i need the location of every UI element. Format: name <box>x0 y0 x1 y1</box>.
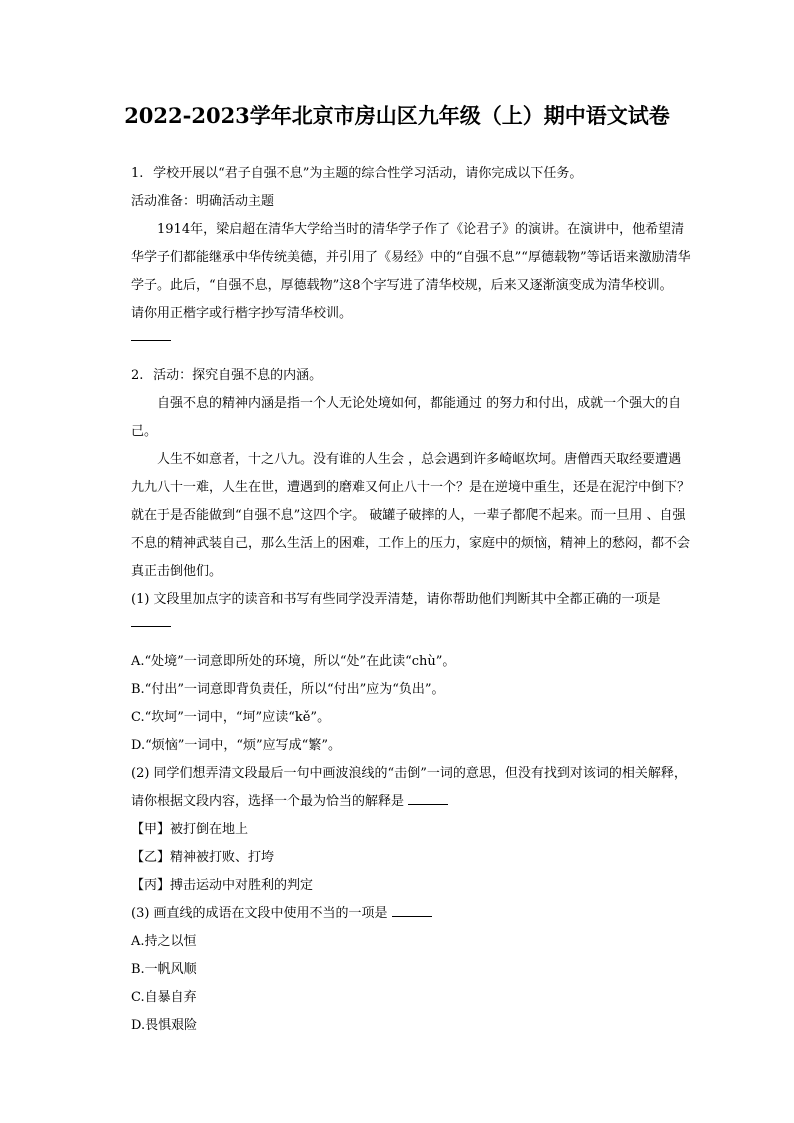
exam-content <box>131 160 691 1040</box>
option-item: 【甲】被打倒在地上 <box>131 822 249 837</box>
option-item: C.自暴自弃 <box>131 990 197 1005</box>
option-item: 【乙】精神被打败、打垮 <box>131 850 275 865</box>
answer-blank[interactable] <box>131 340 691 362</box>
option-item: 【丙】搏击运动中对胜利的判定 <box>131 878 314 893</box>
option-item: B.一帆风顺 <box>131 962 197 977</box>
question-number: 1. <box>131 166 144 181</box>
page-title: 2022-2023学年北京市房山区九年级（上）期中语文试卷 <box>124 103 670 128</box>
sub-question-3 <box>131 900 691 928</box>
passage-paragraph: 1914年，梁启超在清华大学给当时的清华学子作了《论君子》的演讲。在演讲中，他希望清华学子们都能继承中华传统美德，并引用了《易经》中的“自强不息”“厚德载物”等话语来激励清华学子。此后，“自强不息，厚德载物”这8个字写进了清华校规，后来又逐渐演变成为清华校训。 <box>131 222 691 293</box>
sub-question-text: (3) 画直线的成语在文段中使用不当的一项是 <box>131 906 388 921</box>
option-item: C.“坎坷”一词中，“坷”应读“kě”。 <box>131 710 331 725</box>
instruction-text: 请你用正楷字或行楷字抄写清华校训。 <box>131 306 353 321</box>
question-1 <box>131 160 691 188</box>
passage-paragraph: 自强不息的精神内涵是指一个人无论处境如何，都能通过 的努力和付出，成就一个强大的自己。 <box>131 396 682 439</box>
option-item: D.“烦恼”一词中，“烦”应写成“繁”。 <box>131 738 341 753</box>
option-item: B.“付出”一词意即背负责任，所以“付出”应为“负出”。 <box>131 682 445 697</box>
question-number: 2. <box>131 368 144 383</box>
passage-paragraph: 人生不如意者，十之八九。没有谁的人生会 ，总会遇到许多崎岖坎坷。唐僧西天取经要遭遇九九八十一难，人生在世，遭遇到的磨难又何止八十一个？是在逆境中重生，还是在泥泞中倒下？就在于是否能做到“自强不息”这四个字。 破罐子破摔的人，一辈子都爬不起来。而一旦用 、自强不息的精神武装自己，那么生活上的困难，工作上的压力，家庭中的烦恼，精神上的愁闷，都不会真正击倒他们。 <box>131 452 691 579</box>
question-text: 活动：探究自强不息的内涵。 <box>153 368 323 383</box>
answer-blank[interactable] <box>392 902 432 917</box>
option-item: A.持之以恒 <box>131 934 197 949</box>
answer-blank[interactable] <box>131 626 691 648</box>
sub-question-2 <box>131 760 691 816</box>
sub-question-text: (2) 同学们想弄清文段最后一句中画波浪线的“击倒”一词的意思，但没有找到对该词的相关解释，请你根据文段内容，选择一个最为恰当的解释是 <box>131 766 687 809</box>
sub-question-1: (1) 文段里加点字的读音和书写有些同学没弄清楚，请你帮助他们判断其中全都正确的一项是 <box>131 592 661 607</box>
activity-prep: 活动准备：明确活动主题 <box>131 194 275 209</box>
option-item: D.畏惧艰险 <box>131 1018 198 1033</box>
question-text: 学校开展以“君子自强不息”为主题的综合性学习活动，请你完成以下任务。 <box>153 166 583 181</box>
option-item: A.“处境”一词意即所处的环境，所以“处”在此读“chù”。 <box>131 654 456 669</box>
question-2 <box>131 362 691 390</box>
answer-blank[interactable] <box>408 790 448 805</box>
